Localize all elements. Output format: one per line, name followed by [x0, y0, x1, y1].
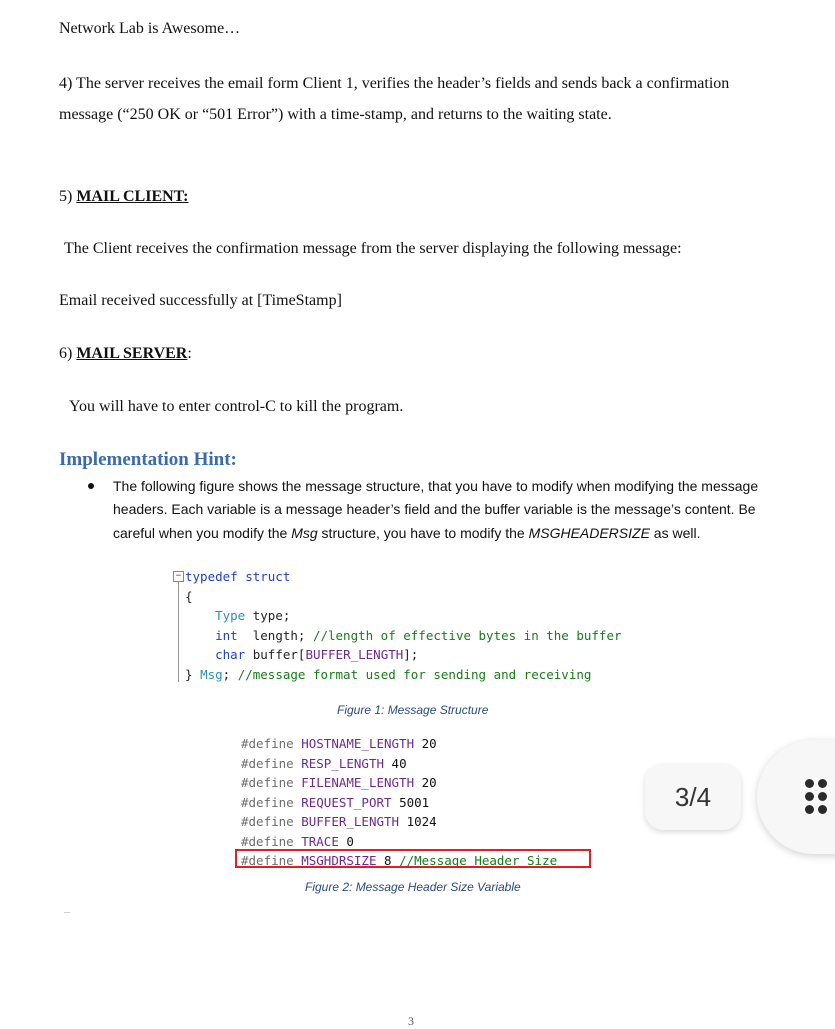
- define-line: #define HOSTNAME_LENGTH 20: [241, 736, 437, 751]
- define-line: #define REQUEST_PORT 5001: [241, 794, 430, 810]
- code-line-typedef: typedef struct: [185, 569, 291, 584]
- hint-bullet-text: The following figure shows the message structure, that you have to modify when modifying the message headers. Each variable is a message header’s field and the buffer variable is the message’s content. Be careful when you modify the Msg structure, you have to modify the MSGHEADERSIZE as well.: [113, 478, 759, 541]
- section-5-prefix: 5): [59, 188, 77, 205]
- paragraph-4: 4) The server receives the email form Client 1, verifies the header’s fields and sends back a confirmation message (“250 OK or “501 Error”) with a time-stamp, and returns to the waiting state.: [59, 75, 730, 123]
- paragraph-6: You will have to enter control-C to kill the program.: [69, 398, 404, 415]
- figure-2-caption: Figure 2: Message Header Size Variable: [305, 880, 521, 894]
- section-6-title: MAIL SERVER: [76, 345, 188, 362]
- code-line-open-brace: {: [185, 588, 193, 604]
- define-line-msghdrsize: #define MSGHDRSIZE 8 //Message Header Size: [241, 853, 558, 868]
- section-6-suffix: :: [187, 345, 192, 362]
- email-received-message: Email received successfully at [TimeStamp]: [59, 292, 342, 309]
- page-mark: [64, 912, 70, 913]
- section-6-heading: [59, 345, 192, 363]
- fold-guide-line: [178, 582, 179, 682]
- define-line: #define FILENAME_LENGTH 20: [241, 775, 437, 790]
- more-dots-icon[interactable]: [805, 779, 835, 815]
- define-line: #define TRACE 0: [241, 833, 354, 849]
- implementation-hint-title: Implementation Hint:: [59, 449, 237, 470]
- msghdrsize-highlight-box: [235, 849, 591, 868]
- page-indicator: 3/4: [645, 764, 741, 830]
- section-5-heading: [59, 188, 189, 206]
- section-6-prefix: 6): [59, 345, 77, 362]
- define-line: #define BUFFER_LENGTH 1024: [241, 814, 437, 829]
- bullet-icon: [88, 483, 94, 489]
- define-line: #define RESP_LENGTH 40: [241, 755, 407, 771]
- page-header: Network Lab is Awesome…: [59, 20, 241, 37]
- footer-page-number: 3: [408, 1014, 414, 1028]
- collapse-toggle-icon: −: [173, 571, 184, 582]
- section-5-title: MAIL CLIENT:: [76, 188, 189, 205]
- code-msg-structure: typedef struct { Type type; int length; //length of effective bytes in the buffer char buffer[BUFFER_LENGTH]; } Msg; //message format used for sending and receiving: [185, 569, 622, 682]
- paragraph-5: The Client receives the confirmation message from the server displaying the following message:: [64, 240, 682, 257]
- figure-1-caption: Figure 1: Message Structure: [337, 703, 489, 717]
